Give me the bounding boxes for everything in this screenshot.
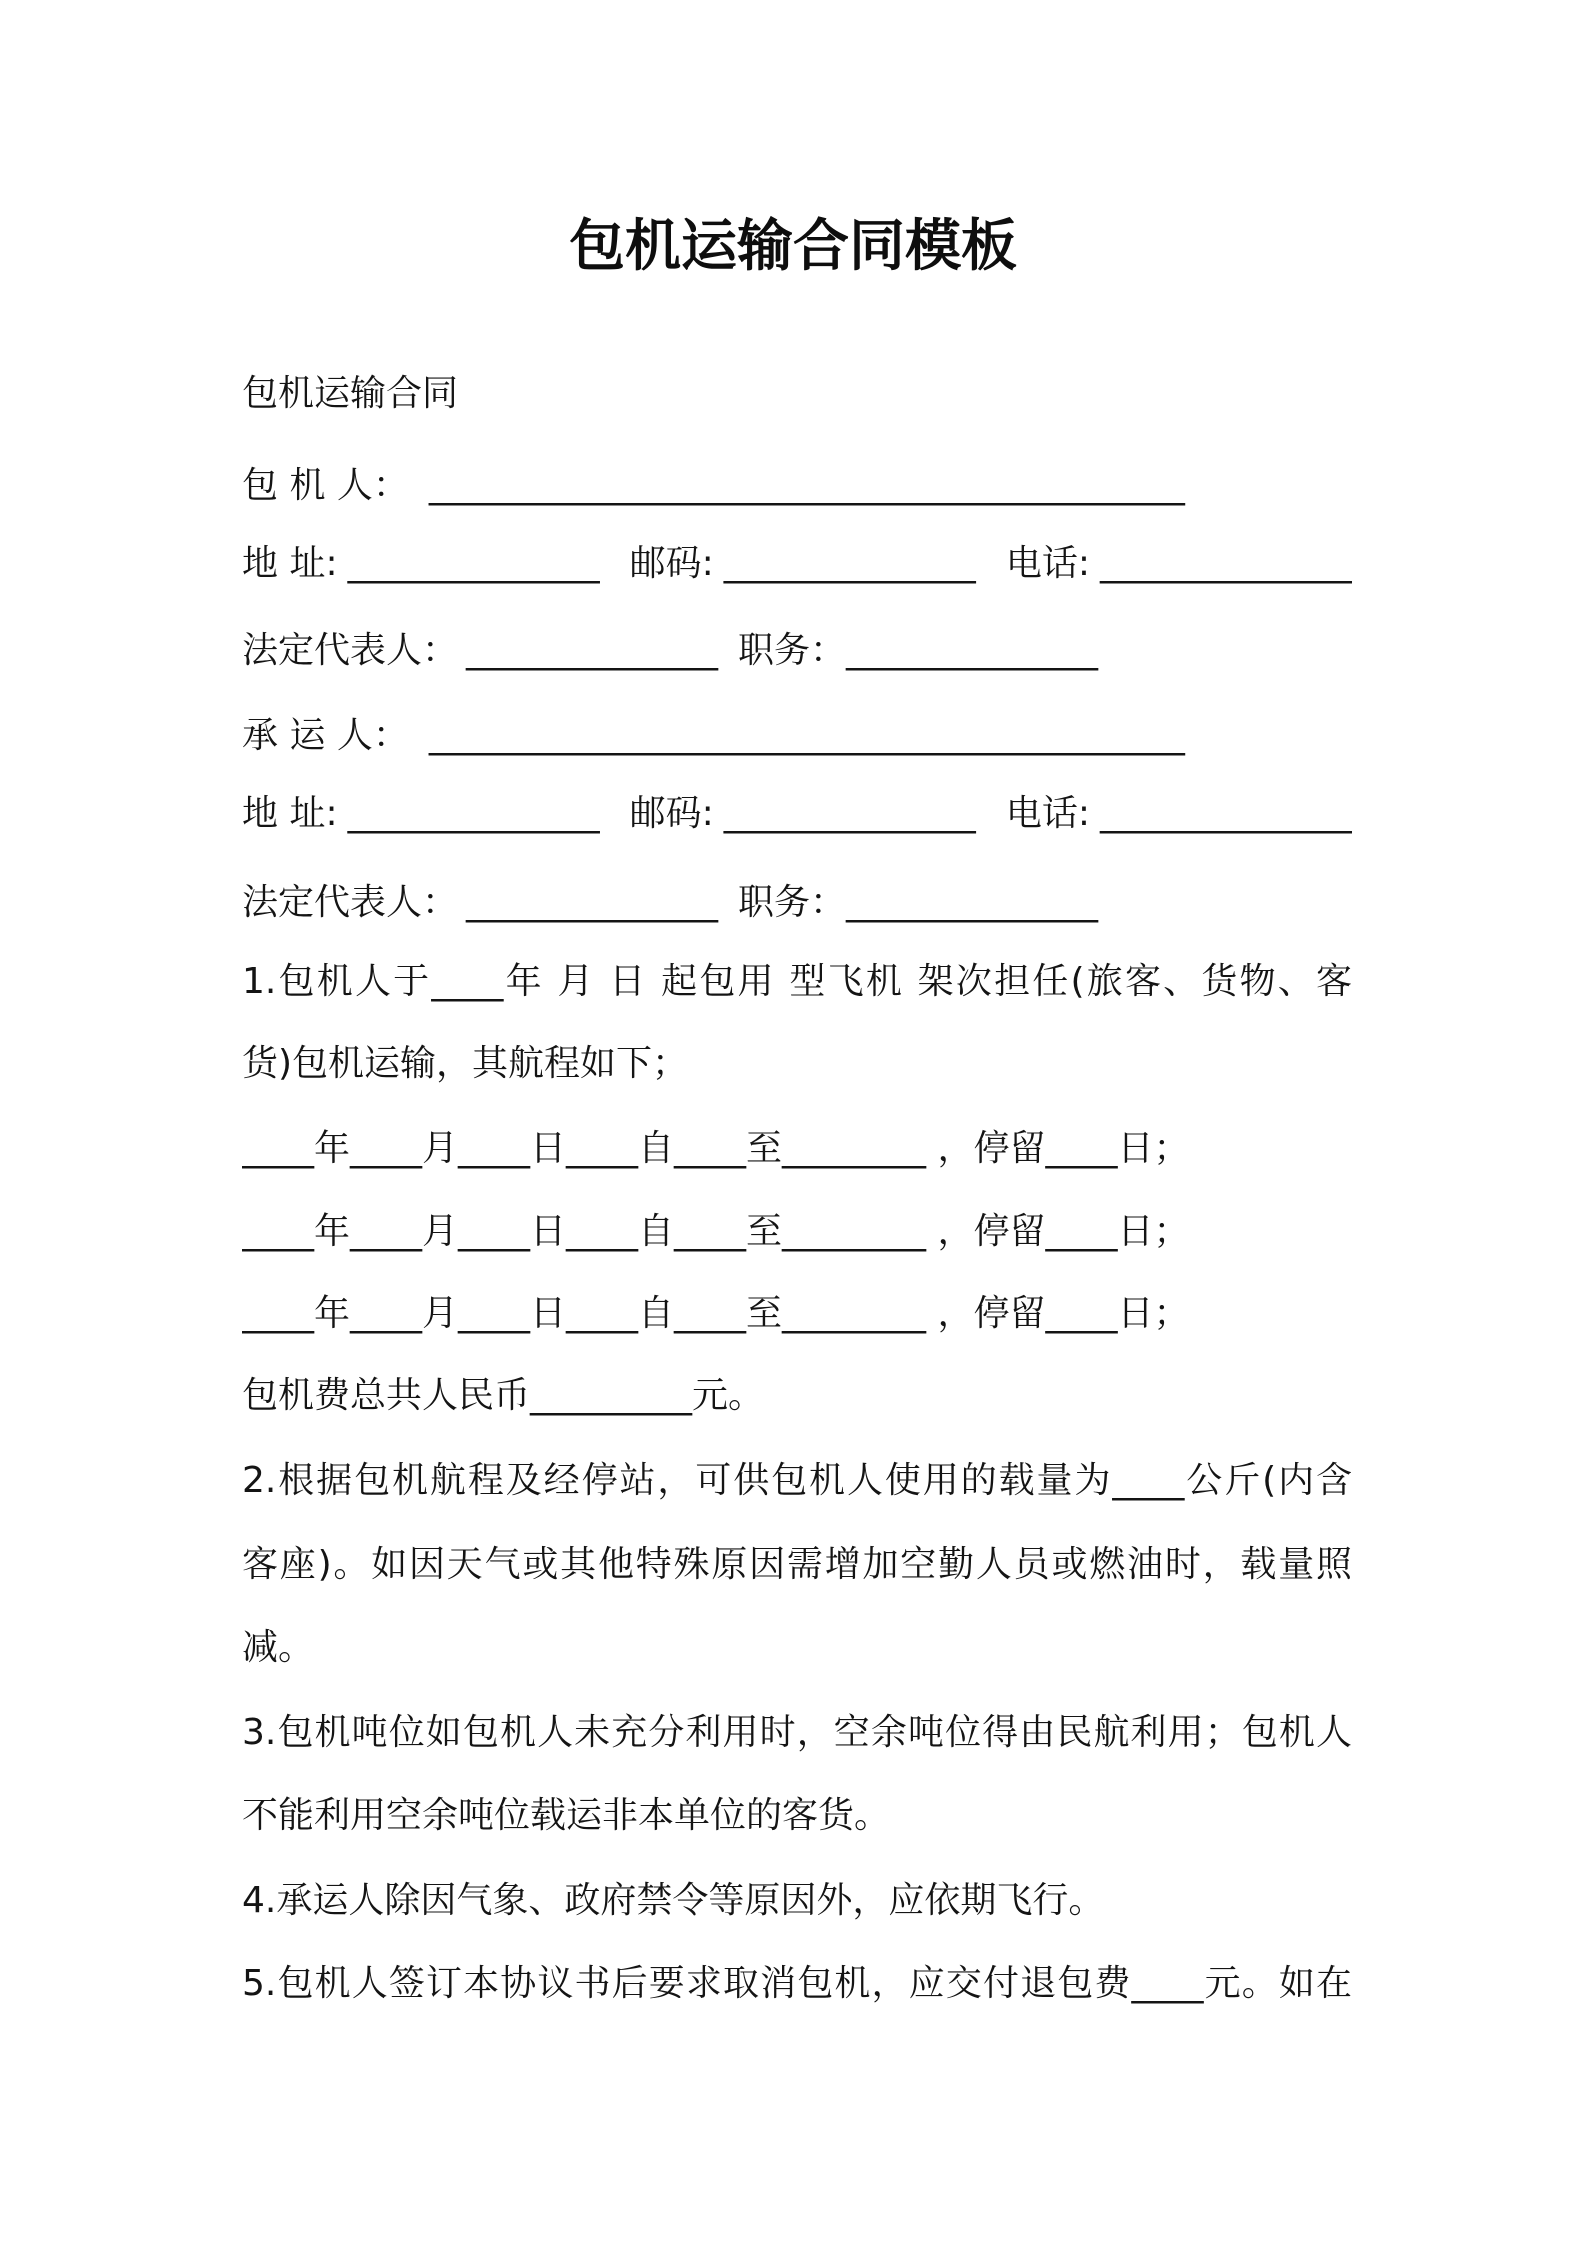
charterer-address-label: 地 址: (242, 543, 338, 584)
charterer-postcode-blank: ______________ (723, 543, 976, 584)
charterer-phone-blank: ______________ (1099, 543, 1352, 584)
carrier-postcode-field (630, 789, 976, 839)
carrier-name-row (242, 711, 1352, 761)
document-title: 包机运输合同模板 (569, 214, 1017, 279)
charterer-name-row (242, 461, 1352, 511)
itinerary-row-3: ____年____月____日____自____至________ ，停留____日； (242, 1293, 1190, 1334)
charterer-contact-row (242, 539, 1352, 589)
charter-fee-line: 包机费总共人民币_________元。 (242, 1375, 765, 1416)
clause-3-line-1: 3.包机吨位如包机人未充分利用时，空余吨位得由民航利用；包机人 (242, 1712, 1352, 1753)
charterer-address-blank: ______________ (347, 543, 600, 584)
itinerary-row-1: ____年____月____日____自____至________ ，停留____日； (242, 1128, 1190, 1169)
carrier-address-field (242, 789, 600, 839)
charterer-postcode-field (630, 539, 976, 589)
carrier-name-blank: __________________________________________ (428, 715, 1185, 756)
carrier-position-blank: ______________ (846, 882, 1099, 923)
carrier-rep-label: 法定代表人： (242, 882, 459, 923)
carrier-postcode-label: 邮码: (629, 793, 714, 834)
clause-4-line-1: 4.承运人除因气象、政府禁令等原因外，应依期飞行。 (242, 1880, 1105, 1921)
carrier-label: 承 运 人： (242, 715, 409, 756)
clause-3-line-2: 不能利用空余吨位载运非本单位的客货。 (242, 1795, 891, 1836)
carrier-phone-blank: ______________ (1099, 793, 1352, 834)
charterer-name-blank: __________________________________________ (428, 465, 1185, 506)
charterer-address-field (242, 539, 600, 589)
itinerary-row-2: ____年____月____日____自____至________ ，停留____日； (242, 1211, 1190, 1252)
charterer-label: 包 机 人： (242, 465, 409, 506)
charterer-position-label: 职务： (738, 630, 847, 671)
carrier-postcode-blank: ______________ (723, 793, 976, 834)
charterer-rep-blank: ______________ (466, 630, 719, 671)
clause-1-line-2: 货)包机运输，其航程如下； (242, 1043, 689, 1084)
clause-1-line-1: 1.包机人于____年 月 日 起包用 型飞机 架次担任(旅客、货物、客 (242, 961, 1352, 1002)
charterer-representative-row (242, 626, 1352, 676)
charterer-phone-field (1006, 539, 1352, 589)
clause-2-line-2: 客座)。如因天气或其他特殊原因需增加空勤人员或燃油时，载量照 (242, 1544, 1352, 1585)
clause-2-line-1: 2.根据包机航程及经停站，可供包机人使用的载量为____公斤(内含 (242, 1460, 1352, 1501)
contract-subtitle: 包机运输合同 (242, 373, 459, 414)
charterer-rep-label: 法定代表人： (242, 630, 459, 671)
charterer-postcode-label: 邮码: (629, 543, 714, 584)
clause-2-line-3: 减。 (242, 1627, 315, 1668)
carrier-position-label: 职务： (738, 882, 847, 923)
carrier-contact-row (242, 789, 1352, 839)
charterer-position-blank: ______________ (846, 630, 1099, 671)
carrier-address-label: 地 址: (242, 793, 338, 834)
carrier-representative-row (242, 878, 1352, 928)
carrier-phone-label: 电话: (1005, 793, 1090, 834)
charterer-phone-label: 电话: (1005, 543, 1090, 584)
carrier-phone-field (1006, 789, 1352, 839)
carrier-address-blank: ______________ (347, 793, 600, 834)
clause-5-line-1: 5.包机人签订本协议书后要求取消包机，应交付退包费____元。如在 (242, 1963, 1352, 2004)
carrier-rep-blank: ______________ (466, 882, 719, 923)
